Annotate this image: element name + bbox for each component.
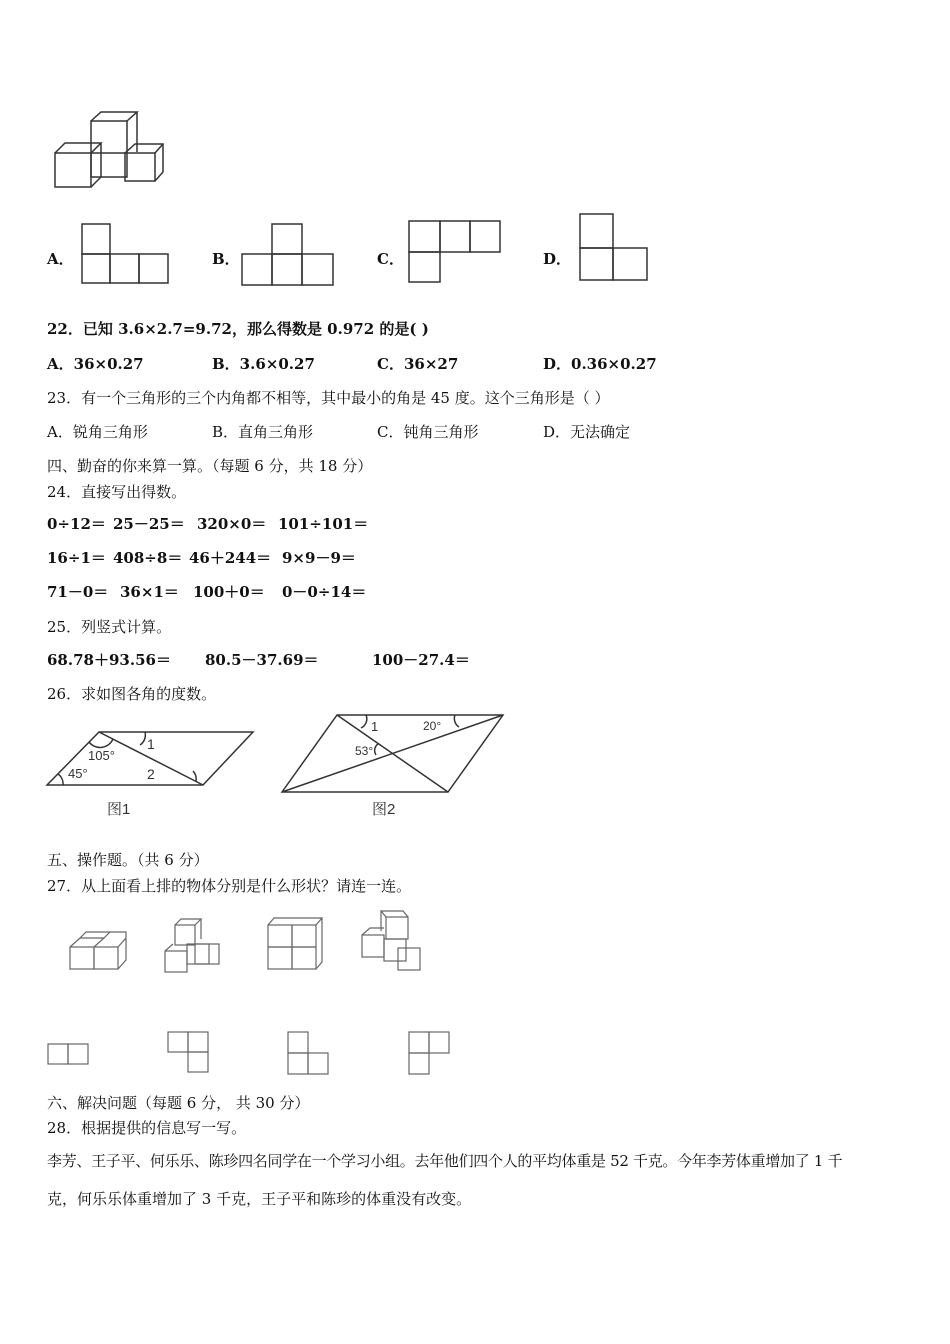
option-a-label: A．: [47, 250, 74, 268]
q24-question: 24．直接写出得数。: [47, 483, 187, 501]
q28-question: 28．根据提供的信息写一写。: [47, 1119, 247, 1137]
view-1: [48, 1044, 88, 1064]
angle-20-label: 20°: [423, 719, 442, 733]
q23-option-c: C．钝角三角形: [377, 423, 479, 441]
q21-option-c-figure: [409, 221, 500, 282]
q24-item: 408÷8＝: [113, 549, 183, 567]
option-d-label: D．: [543, 250, 572, 268]
solid-1: [70, 932, 126, 969]
section-4-heading: 四、勤奋的你来算一算。（每题 6 分，共 18 分）: [47, 457, 373, 475]
angle-2-label: 2: [147, 766, 155, 782]
q24-item: 320×0＝: [197, 515, 267, 533]
q22-option-d: D．0.36×0.27: [543, 355, 657, 373]
q22-option-a: A．36×0.27: [47, 355, 144, 373]
q26-figure-1: [47, 732, 253, 818]
view-4: [409, 1032, 449, 1074]
q25-item: 68.78＋93.56＝: [47, 651, 171, 669]
q22-option-c: C．36×27: [377, 355, 459, 373]
q27-question: 27．从上面看上排的物体分别是什么形状？请连一连。: [47, 877, 412, 895]
figure-1-caption: 图1: [107, 801, 131, 818]
q23-option-b: B．直角三角形: [212, 423, 314, 441]
option-c-label: C．: [377, 250, 404, 268]
q23-question: 23．有一个三角形的三个内角都不相等，其中最小的角是 45 度。这个三角形是（ ）: [47, 389, 610, 407]
q28-text-line-1: 李芳、王子平、何乐乐、陈珍四名同学在一个学习小组。去年他们四个人的平均体重是 52 千克。今年李芳体重增加了 1 千: [47, 1152, 843, 1170]
section-5-heading: 五、操作题。（共 6 分）: [47, 851, 209, 869]
q24-item: 16÷1＝: [47, 549, 106, 567]
solid-2: [165, 919, 219, 972]
q23-option-a: A．锐角三角形: [47, 423, 148, 441]
option-b-label: B．: [212, 250, 240, 268]
q25-question: 25．列竖式计算。: [47, 618, 172, 636]
q24-item: 36×1＝: [120, 583, 179, 601]
solid-3: [268, 918, 322, 969]
view-2: [168, 1032, 208, 1072]
q24-item: 25－25＝: [113, 515, 185, 533]
q21-option-b-figure: [242, 224, 333, 285]
q26-figure-2: [282, 715, 503, 818]
view-3: [288, 1032, 328, 1074]
q21-cube-stack-figure: [55, 112, 163, 187]
q24-item: 100＋0＝: [193, 583, 265, 601]
q26-question: 26．求如图各角的度数。: [47, 685, 217, 703]
q27-solid-figures: [70, 911, 420, 972]
q28-text-line-2: 克，何乐乐体重增加了 3 千克，王子平和陈珍的体重没有改变。: [47, 1190, 472, 1208]
q24-item: 0÷12＝: [47, 515, 106, 533]
angle-45-label: 45°: [68, 766, 88, 781]
solid-4: [362, 911, 420, 970]
q25-item: 100－27.4＝: [372, 651, 470, 669]
q22-option-b: B．3.6×0.27: [212, 355, 315, 373]
q21-option-d-figure: [580, 214, 647, 280]
q24-item: 71－0＝: [47, 583, 109, 601]
q25-item: 80.5－37.69＝: [205, 651, 319, 669]
q24-item: 9×9－9＝: [282, 549, 356, 567]
angle-105-label: 105°: [88, 748, 115, 763]
q23-option-d: D．无法确定: [543, 423, 631, 441]
figure-2-caption: 图2: [372, 801, 396, 818]
angle-53-label: 53°: [355, 744, 374, 758]
q21-option-a-figure: [82, 224, 168, 283]
q24-item: 101÷101＝: [278, 515, 369, 533]
angle-1-label: 1: [371, 719, 379, 734]
q27-top-views: [48, 1032, 449, 1074]
q22-question: 22．已知 3.6×2.7=9.72，那么得数是 0.972 的是( ): [47, 320, 429, 338]
angle-1-label: 1: [147, 736, 155, 752]
section-6-heading: 六、解决问题（每题 6 分， 共 30 分）: [47, 1094, 310, 1112]
q24-item: 46＋244＝: [189, 549, 272, 567]
q24-item: 0－0÷14＝: [282, 583, 367, 601]
